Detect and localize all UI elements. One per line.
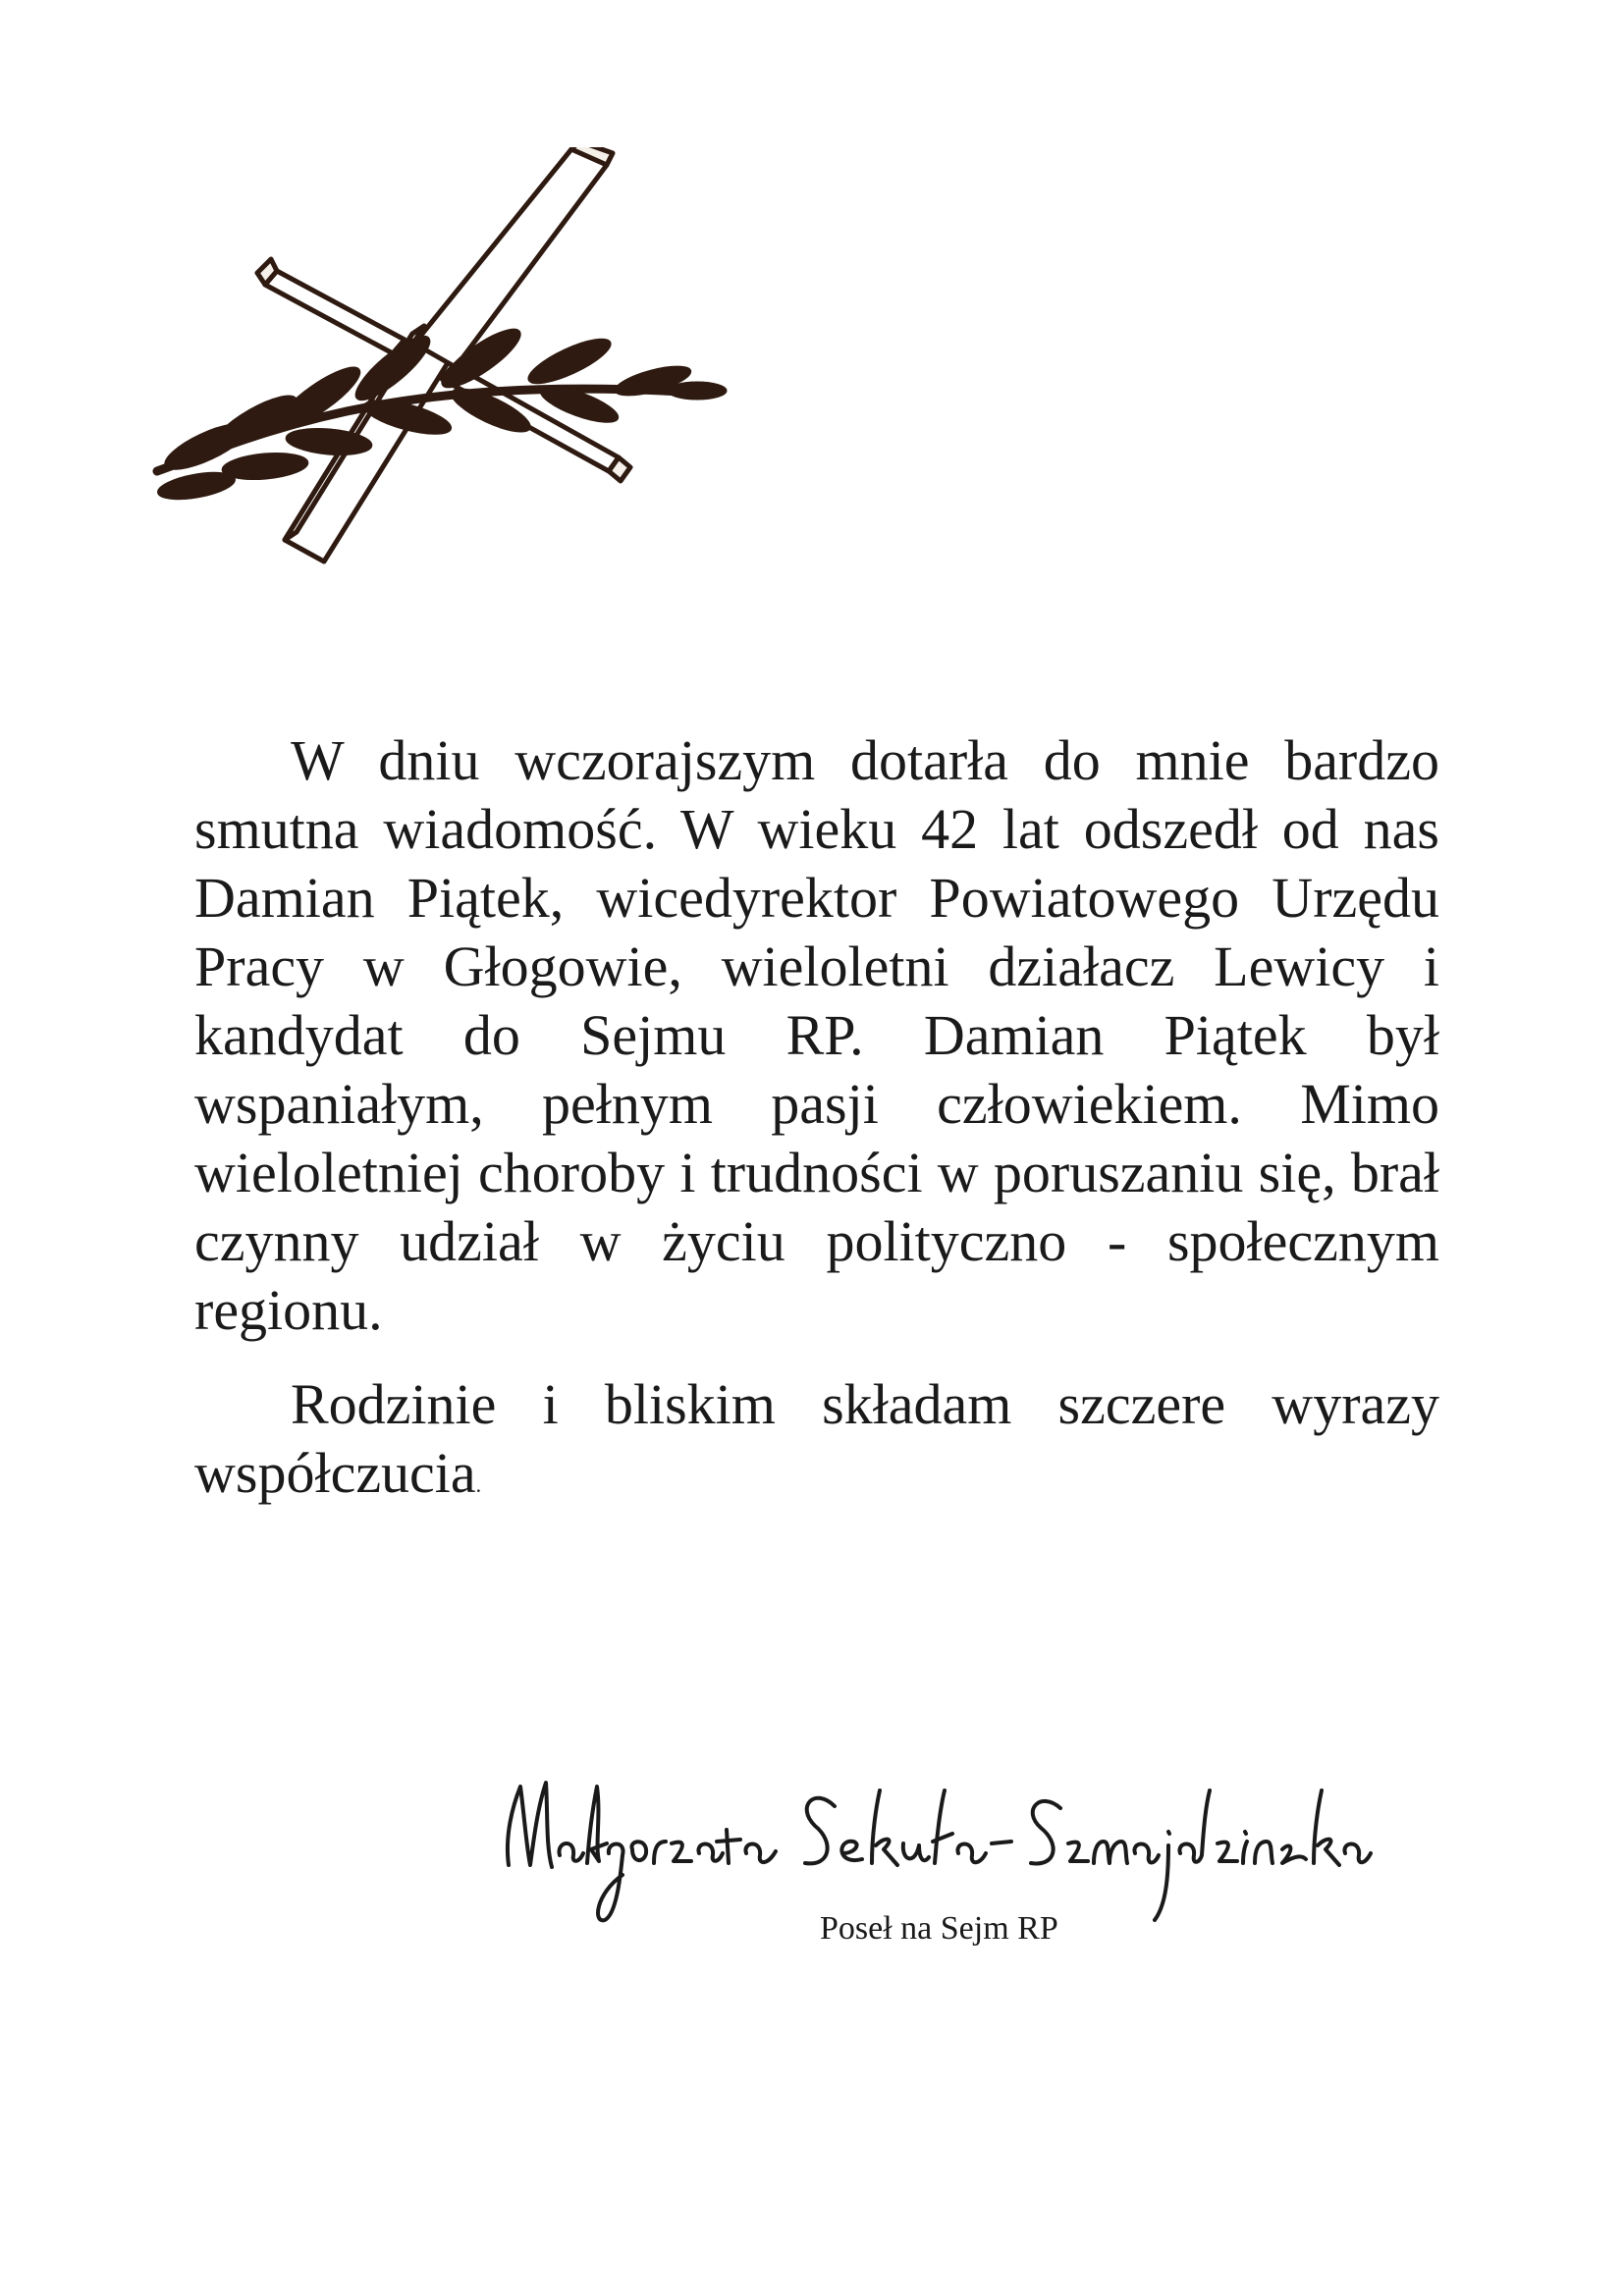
letter-paragraph-2-text: Rodzinie i bliskim składam szczere wyrazy współczucia <box>194 1372 1439 1505</box>
letter-paragraph-2 <box>194 1370 1439 1520</box>
letter-paragraph-2-period: . <box>475 1472 482 1497</box>
signature-title: Poseł na Sejm RP <box>820 1910 1058 1947</box>
cross-with-olive-branch-icon <box>147 147 736 609</box>
letter-paragraph-1: W dniu wczorajszym dotarła do mnie bardzo smutna wiadomość. W wieku 42 lat odszedł od nas Damian Piątek, wicedyrektor Powiatowego Urzędu Pracy w Głogowie, wieloletni działacz Lewicy i kandydat do Sejmu RP. Damian Piątek był wspaniałym, pełnym pasji człowiekiem. Mimo wieloletniej choroby i trudności w poruszaniu się, brał czynny udział w życiu polityczno - społecznym regionu. <box>194 728 1439 1342</box>
letter-body <box>194 726 1439 1545</box>
